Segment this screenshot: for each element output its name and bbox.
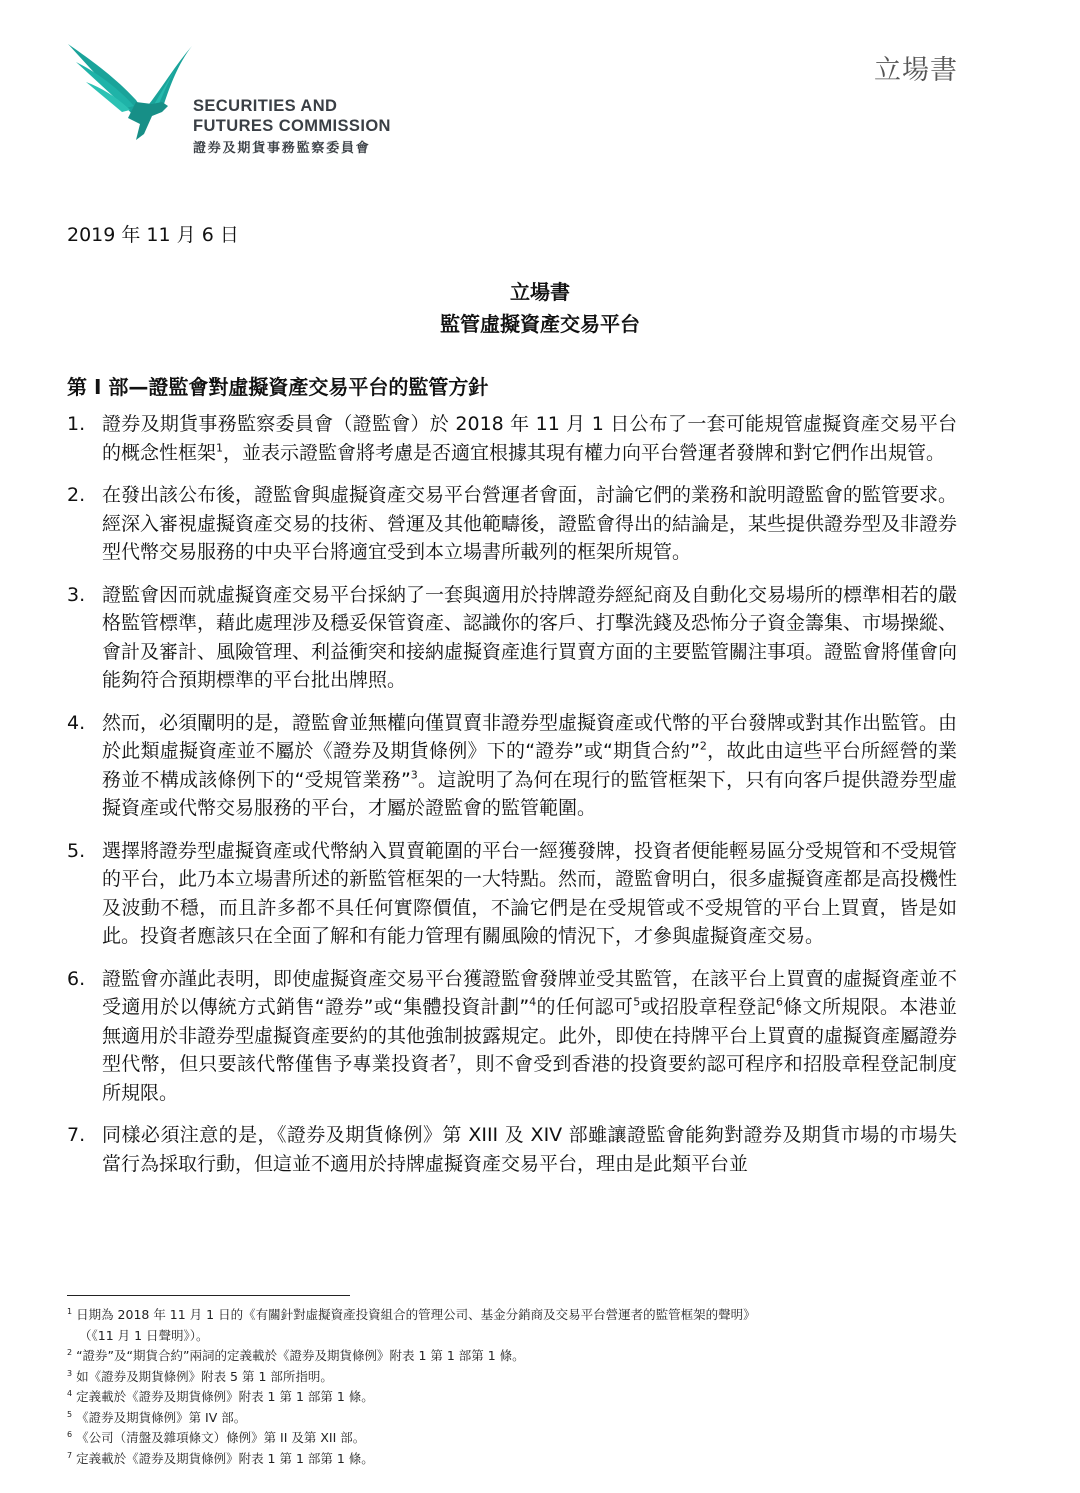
footnote-text: 日期為 2018 年 11 月 1 日的《有關針對虛擬資產投資組合的管理公司、基金分銷商及交易平台營運者的監管框架的聲明》 [72, 1307, 756, 1322]
paragraph-text: 。這說明了為何在現行的監管框架下，只有向客戶提供證券型虛擬資產或代幣交易服務的平台，才屬於證監會的監管範圍。 [102, 768, 957, 819]
paragraph-number: 3. [67, 583, 86, 606]
footnote [67, 1367, 967, 1388]
footnote-ref[interactable]: 6 [775, 995, 783, 1009]
footnote-number: 3 [67, 1368, 73, 1378]
footnote-text: 《公司（清盤及雜項條文）條例》第 II 及第 XII 部。 [72, 1430, 366, 1445]
footnote-ref[interactable]: 1 [216, 441, 224, 455]
section-heading: 第 I 部—證監會對虛擬資產交易平台的監管方針 [67, 375, 489, 399]
footnote [67, 1387, 967, 1408]
paragraph [67, 581, 957, 695]
paragraph [67, 410, 957, 467]
footnote [67, 1428, 967, 1449]
paragraph [67, 837, 957, 951]
paragraph-number: 4. [67, 711, 86, 734]
sfc-logo [66, 42, 426, 162]
paragraph-number: 5. [67, 839, 86, 862]
footnote-number: 7 [67, 1450, 73, 1460]
logo-line-1: SECURITIES AND [193, 97, 338, 115]
footnote-list [67, 1305, 967, 1469]
footnote-number: 6 [67, 1429, 73, 1439]
paragraph [67, 709, 957, 823]
document-date: 2019 年 11 月 6 日 [67, 224, 239, 246]
paragraph-text: ，故此由這些平台所經營的業務並不構成該條例下的“受規管業務” [102, 740, 957, 791]
footnote-ref[interactable]: 4 [529, 995, 537, 1009]
paragraph-number: 6. [67, 967, 86, 990]
footnote-ref[interactable]: 2 [699, 739, 707, 753]
paragraph-number: 1. [67, 413, 86, 435]
footnote-ref[interactable]: 3 [410, 768, 418, 782]
paragraph-text: 選擇將證券型虛擬資產或代幣納入買賣範圍的平台一經獲發牌，投資者便能輕易區分受規管和不受規管的平台，此乃本立場書所述的新監管框架的一大特點。然而，證監會明白，很多虛擬資產都是高投機性及波動不穩，而且許多都不具任何實際價值，不論它們是在受規管或不受規管的平台上買賣，皆是如此。投資者應該只在全面了解和有能力管理有關風險的情況下，才參與虛擬資產交易。 [102, 839, 958, 947]
document-type-label: 立場書 [874, 55, 958, 86]
paragraph-text: 同樣必須注意的是，《證券及期貨條例》第 XIII 及 XIV 部雖讓證監會能夠對證券及期貨市場的市場失當行為採取行動，但這並不適用於持牌虛擬資產交易平台，理由是此類平台並 [102, 1124, 957, 1175]
footnote-number: 2 [67, 1347, 73, 1357]
footnote-text: “證券”及“期貨合約”兩詞的定義載於《證券及期貨條例》附表 1 第 1 部第 1 條。 [72, 1348, 525, 1363]
footnote [67, 1305, 967, 1326]
footnote [67, 1346, 967, 1367]
paragraph-text: 證券及期貨事務監察委員會（證監會）於 2018 年 11 月 1 日公布了一套可能規管虛擬資產交易平台的概念性框架 [102, 413, 957, 464]
paragraph-text: ，則不會受到香港的投資要約認可程序和招股章程登記制度所規限。 [102, 1053, 957, 1104]
paragraph-text: 證監會因而就虛擬資產交易平台採納了一套與適用於持牌證券經紀商及自動化交易場所的標準相若的嚴格監管標準，藉此處理涉及穩妥保管資產、認識你的客戶、打擊洗錢及恐怖分子資金籌集、市場操縱、會計及審計、風險管理、利益衝突和接納虛擬資產進行買賣方面的主要監管關注事項。證監會將僅會向能夠符合預期標準的平台批出牌照。 [102, 583, 958, 691]
footnote-number: 4 [67, 1388, 73, 1398]
paragraph-text: 的任何認可 [536, 996, 634, 1018]
paragraph-text: ，並表示證監會將考慮是否適宜根據其現有權力向平台營運者發牌和對它們作出規管。 [223, 441, 946, 464]
logo-text-zh: 證券及期貨事務監察委員會 [193, 141, 371, 156]
document-subtitle: 監管虛擬資產交易平台 [440, 312, 640, 336]
document-title: 立場書 [510, 280, 570, 304]
eagle-logo-icon [66, 42, 194, 142]
paragraph [67, 1121, 957, 1178]
paragraph-text: 證監會亦謹此表明，即使虛擬資產交易平台獲證監會發牌並受其監管，在該平台上買賣的虛擬資產並不受適用於以傳統方式銷售“證券”或“集體投資計劃” [102, 967, 958, 1018]
footnote-text: 定義載於《證券及期貨條例》附表 1 第 1 部第 1 條。 [72, 1389, 374, 1404]
paragraph-number: 7. [67, 1124, 86, 1146]
footnote-continuation: （《11 月 1 日聲明》）。 [79, 1327, 209, 1343]
footnote [67, 1449, 967, 1470]
paragraph [67, 481, 957, 567]
footnote-ref[interactable]: 7 [448, 1052, 456, 1066]
paragraph-number: 2. [67, 484, 86, 506]
footnote-ref[interactable]: 5 [633, 995, 641, 1009]
footnote-text: 定義載於《證券及期貨條例》附表 1 第 1 部第 1 條。 [72, 1450, 374, 1466]
footnote-number: 1 [67, 1306, 73, 1316]
paragraph [67, 965, 957, 1108]
logo-line-2: FUTURES COMMISSION [193, 117, 391, 135]
paragraph-list [67, 410, 957, 1192]
footnote-text: 如《證券及期貨條例》附表 5 第 1 部所指明。 [72, 1368, 333, 1384]
paragraph-text: 然而，必須闡明的是，證監會並無權向僅買賣非證券型虛擬資產或代幣的平台發牌或對其作出監管。由於此類虛擬資產並不屬於《證券及期貨條例》下的“證券”或“期貨合約” [102, 711, 958, 762]
logo-text-en [193, 96, 391, 136]
footnote-divider [67, 1295, 350, 1296]
footnote-text: 《證券及期貨條例》第 IV 部。 [72, 1409, 247, 1425]
paragraph-text: 條文所規限。本港並無適用於非證券型虛擬資產要約的其他強制披露規定。此外，即使在持牌平台上買賣的虛擬資產屬證券型代幣，但只要該代幣僅售予專業投資者 [102, 996, 958, 1075]
paragraph-text: 或招股章程登記 [640, 996, 776, 1018]
footnote-number: 5 [67, 1409, 73, 1419]
footnote [67, 1408, 967, 1429]
paragraph-text: 在發出該公布後，證監會與虛擬資產交易平台營運者會面，討論它們的業務和說明證監會的監管要求。經深入審視虛擬資產交易的技術、營運及其他範疇後，證監會得出的結論是，某些提供證券型及非證券型代幣交易服務的中央平台將適宜受到本立場書所載列的框架所規管。 [102, 484, 958, 563]
